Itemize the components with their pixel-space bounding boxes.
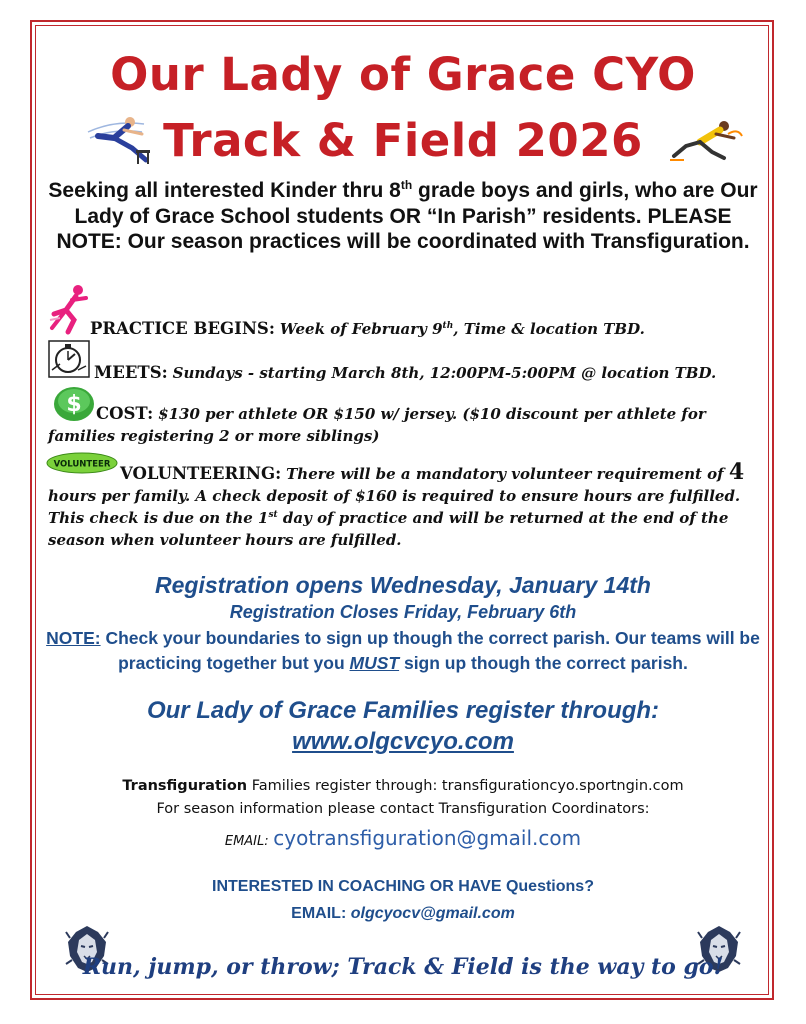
svg-text:VOLUNTEER: VOLUNTEER bbox=[53, 459, 111, 470]
slogan: Run, jump, or throw; Track & Field is the way to go! bbox=[82, 954, 724, 980]
practice-item: PRACTICE BEGINS: Week of February 9th, Time & location TBD. bbox=[90, 319, 645, 338]
transfiguration-info-line: For season information please contact Transfiguration Coordinators: bbox=[156, 801, 650, 817]
registration-closes: Registration Closes Friday, February 6th bbox=[229, 602, 577, 622]
meets-item: MEETS: Sundays - starting March 8th, 12:00PM-5:00PM @ location TBD. bbox=[94, 363, 717, 382]
coaching-email-line: EMAIL: olgcyocv@gmail.com bbox=[291, 905, 515, 922]
intro-paragraph: Seeking all interested Kinder thru 8th grade boys and girls, who are Our Lady of Grace School students OR “In Parish” residents. PLEASE NOTE: Our season practices will be coordinated with Transfiguration. bbox=[48, 178, 758, 253]
coaching-email-link[interactable]: olgcyocv@gmail.com bbox=[350, 905, 515, 922]
title-line2: Track & Field 2026 bbox=[163, 114, 643, 167]
sprinter-icon bbox=[664, 116, 744, 166]
title-line1: Our Lady of Grace CYO bbox=[110, 48, 696, 101]
coaching-question: INTERESTED IN COACHING OR HAVE Questions? bbox=[212, 878, 594, 895]
boundary-note: NOTE: Check your boundaries to sign up though the correct parish. Our teams will be practicing together but you MUST sign up though the correct parish. bbox=[46, 628, 760, 673]
olg-families-heading: Our Lady of Grace Families register through: bbox=[146, 697, 660, 724]
olg-website-link[interactable]: www.olgcvcyo.com bbox=[292, 728, 514, 755]
hurdler-icon bbox=[84, 110, 160, 166]
transfiguration-email-line: EMAIL: cyotransfiguration@gmail.com bbox=[224, 826, 582, 850]
registration-opens: Registration opens Wednesday, January 14th bbox=[155, 572, 651, 598]
transfiguration-register-line: Transfiguration Families register through: transfigurationcyo.sportngin.com bbox=[122, 778, 684, 794]
cost-item: COST: $130 per athlete OR $150 w/ jersey. ($10 discount per athlete for families registering 2 or more siblings) bbox=[48, 404, 706, 445]
svg-text:$: $ bbox=[66, 392, 82, 417]
transfiguration-email-link[interactable]: cyotransfiguration@gmail.com bbox=[273, 826, 582, 850]
volunteer-item: VOLUNTEERING: There will be a mandatory volunteer requirement of 4 hours per family. A check deposit of $160 is required to ensure hours are fulfilled. This check is due on the 1st day of practice and will be returned at the end of the season when volunteer hours are fulfilled. bbox=[48, 459, 745, 549]
